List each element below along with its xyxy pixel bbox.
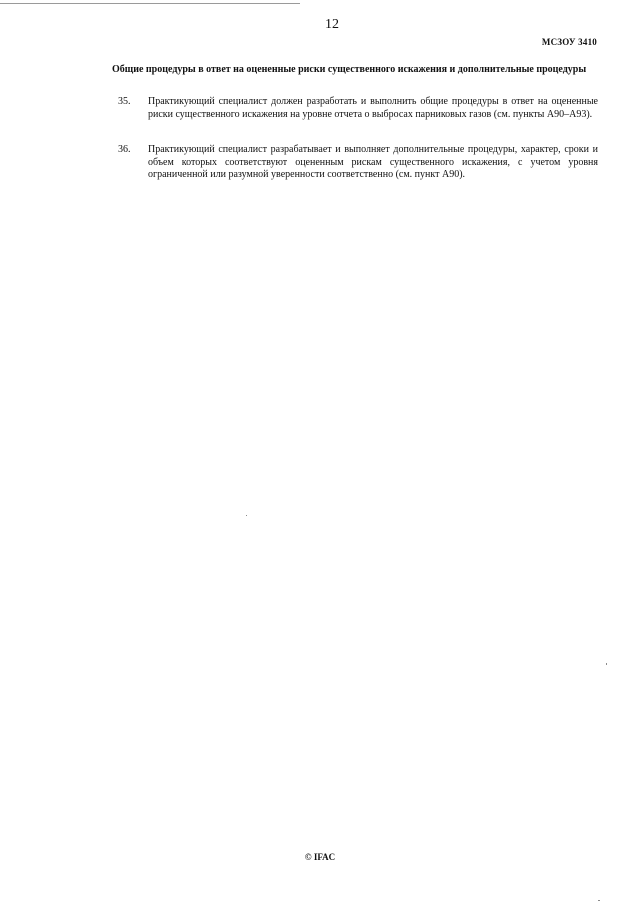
- top-rule: [0, 3, 300, 4]
- document-code: МСЗОУ 3410: [541, 37, 597, 47]
- footer-copyright: © IFAC: [304, 852, 336, 862]
- page-number: 12: [325, 17, 339, 32]
- paragraph-text: Практикующий специалист должен разработать и выполнить общие процедуры в ответ на оцененные риски существенного искажения на уровне отчета о выбросах парниковых газов (см. пункты А90–А93).: [148, 96, 598, 120]
- scan-speck: [246, 515, 247, 516]
- paragraph-text: Практикующий специалист разрабатывает и выполняет дополнительные процедуры, характер, сроки и объем которых соответствуют оцененным рискам существенного искажения, с учетом уровня ограниченной или разумной уверенности соответственно (см. пункт А90).: [148, 144, 598, 180]
- paragraph-36: [118, 144, 598, 182]
- section-heading: Общие процедуры в ответ на оцененные риски существенного искажения и дополнительные процедуры: [112, 64, 587, 75]
- paragraph-35: [118, 96, 598, 121]
- scan-speck: [598, 900, 600, 901]
- paragraph-number: 36.: [118, 144, 131, 155]
- scan-speck: [606, 663, 607, 665]
- paragraph-number: 35.: [118, 96, 131, 107]
